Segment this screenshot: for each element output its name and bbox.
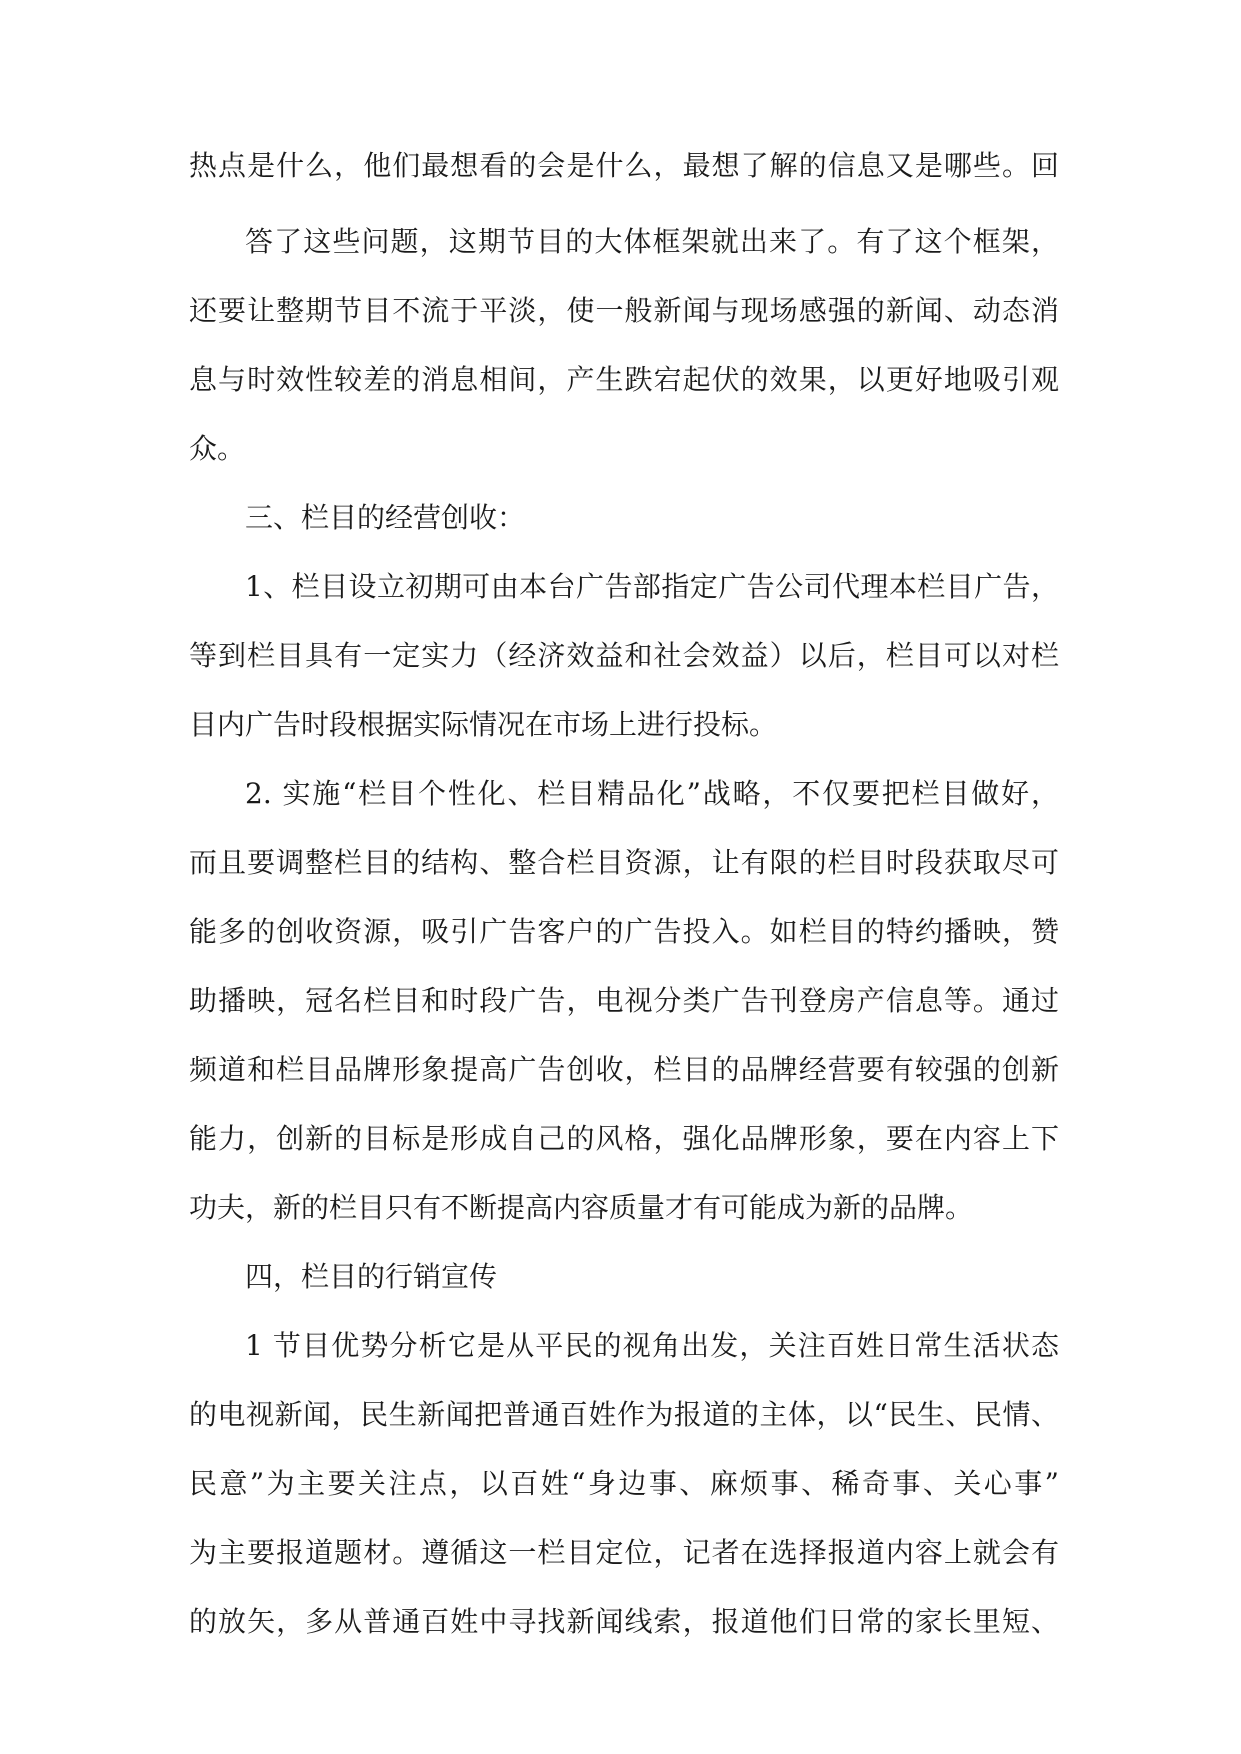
text-line: 功夫，新的栏目只有不断提高内容质量才有可能成为新的品牌。 [189,1191,974,1224]
text-line: 民意”为主要关注点，以百姓“身边事、麻烦事、稀奇事、关心事” [189,1467,1059,1500]
text-line: 等到栏目具有一定实力（经济效益和社会效益）以后，栏目可以对栏 [189,639,1059,672]
text-line: 热点是什么，他们最想看的会是什么，最想了解的信息又是哪些。回 [189,149,1059,182]
section-heading: 三、栏目的经营创收： [245,501,526,534]
text-line: 1、栏目设立初期可由本台广告部指定广告公司代理本栏目广告， [245,570,1059,603]
text-line: 能多的创收资源，吸引广告客户的广告投入。如栏目的特约播映，赞 [189,915,1059,948]
text-line: 而且要调整栏目的结构、整合栏目资源，让有限的栏目时段获取尽可 [189,846,1059,879]
text-line: 能力，创新的目标是形成自己的风格，强化品牌形象，要在内容上下 [189,1122,1059,1155]
text-line: 1 节目优势分析它是从平民的视角出发，关注百姓日常生活状态 [245,1329,1059,1362]
text-line: 答了这些问题，这期节目的大体框架就出来了。有了这个框架， [245,225,1059,258]
text-line: 目内广告时段根据实际情况在市场上进行投标。 [189,708,778,741]
text-line: 还要让整期节目不流于平淡，使一般新闻与现场感强的新闻、动态消 [189,294,1059,327]
text-line: 为主要报道题材。遵循这一栏目定位，记者在选择报道内容上就会有 [189,1536,1059,1569]
text-line: 2. 实施“栏目个性化、栏目精品化”战略，不仅要把栏目做好， [245,777,1059,810]
text-line: 的放矢，多从普通百姓中寻找新闻线索，报道他们日常的家长里短、 [189,1605,1059,1638]
section-heading: 四，栏目的行销宣传 [245,1260,498,1293]
text-line: 息与时效性较差的消息相间，产生跌宕起伏的效果，以更好地吸引观 [189,363,1059,396]
text-line: 频道和栏目品牌形象提高广告创收，栏目的品牌经营要有较强的创新 [189,1053,1059,1086]
text-line: 众。 [189,432,246,465]
text-line: 助播映，冠名栏目和时段广告，电视分类广告刊登房产信息等。通过 [189,984,1059,1017]
text-line: 的电视新闻，民生新闻把普通百姓作为报道的主体，以“民生、民情、 [189,1398,1059,1431]
